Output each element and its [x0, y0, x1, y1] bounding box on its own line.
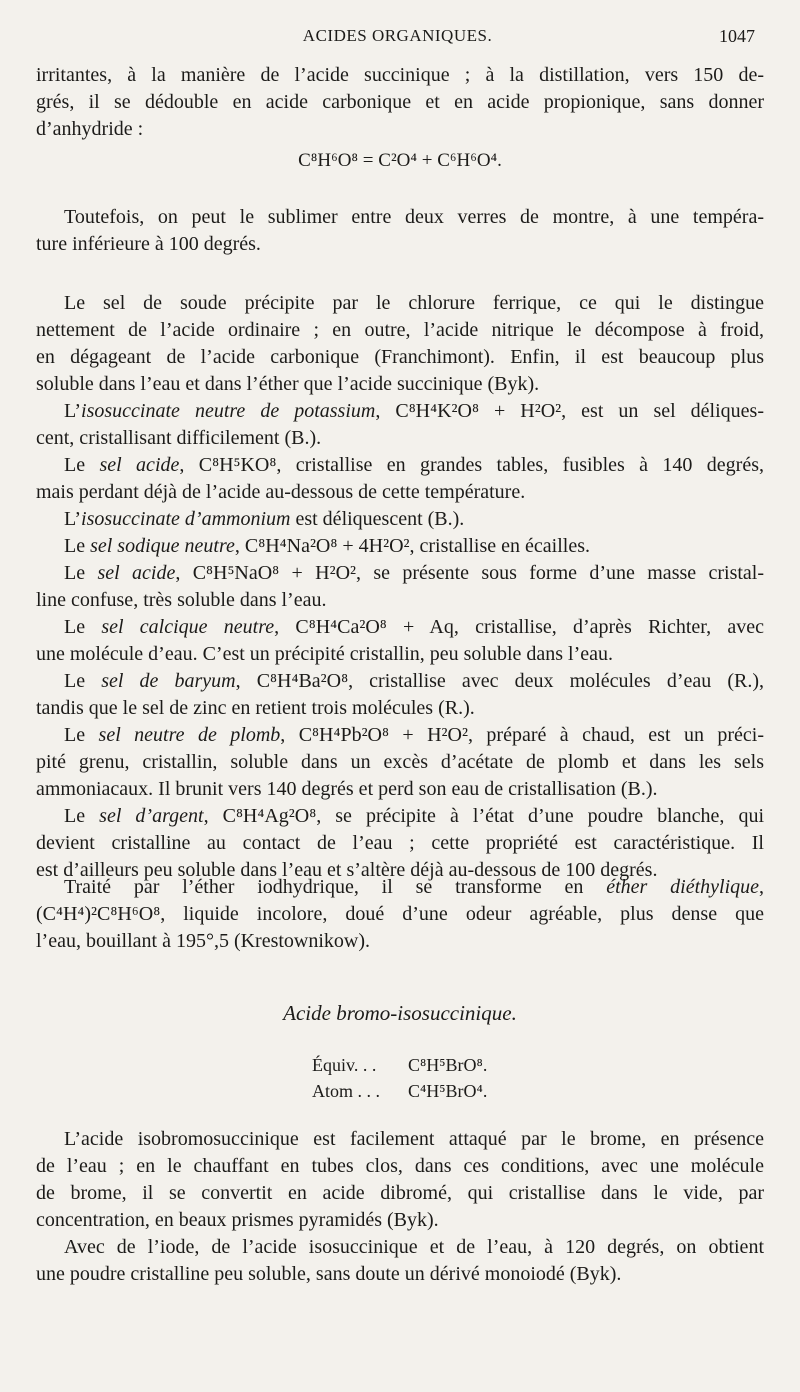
text-fragment: Le — [64, 562, 98, 584]
salt-name: sel sodique neutre — [90, 535, 235, 557]
text-line: grés, il se dédouble en acide carbonique et en acide propionique, sans donner — [36, 91, 764, 113]
text-line: de brome, il se convertit en acide dibromé, qui cristallise dans le vide, par — [36, 1182, 764, 1204]
text-line: soluble dans l’eau et dans l’éther que l’acide succinique (Byk). — [36, 373, 540, 395]
page-header — [40, 26, 755, 56]
text-line — [36, 874, 764, 901]
text-line: irritantes, à la manière de l’acide succinique ; à la distillation, vers 150 de- — [36, 64, 764, 86]
text-fragment: Le — [64, 805, 100, 827]
text-line: une molécule d’eau. C’est un précipité cristallin, peu soluble dans l’eau. — [36, 643, 614, 665]
salts-list — [36, 398, 764, 884]
salt-name: sel d’argent — [99, 805, 204, 827]
text-line: en dégageant de l’acide carbonique (Franchimont). Enfin, il est beaucoup plus — [36, 346, 764, 368]
text-line: ammoniacaux. Il brunit vers 140 degrés et perd son eau de cristallisation (B.). — [36, 778, 658, 800]
text-fragment: est déliquescent (B.). — [290, 508, 465, 530]
text-line: de l’eau ; en le chauffant en tubes clos, dans ces conditions, avec une molécule — [36, 1155, 764, 1177]
text-fragment: Le — [64, 535, 91, 557]
text-line: Toutefois, on peut le sublimer entre deux verres de montre, à une tempéra- — [64, 206, 764, 228]
salt-entry — [36, 722, 764, 749]
text-fragment: Le — [64, 454, 100, 476]
text-line: une poudre cristalline peu soluble, sans doute un dérivé monoiodé (Byk). — [36, 1263, 622, 1285]
salt-entry — [36, 803, 764, 830]
text-fragment: Le — [64, 724, 99, 746]
text-fragment: L’ — [64, 400, 82, 422]
equiv-label: Équiv. . . — [312, 1055, 377, 1075]
text-line: Avec de l’iode, de l’acide isosuccinique et de l’eau, à 120 degrés, on obtient — [64, 1236, 764, 1258]
text-line: nettement de l’acide ordinaire ; en outre, l’acide nitrique le décompose à froid, — [36, 319, 764, 341]
salt-entry — [36, 533, 764, 560]
text-fragment: , C⁸H⁴Ba²O⁸, cristallise avec deux molécules d’eau (R.), — [235, 670, 764, 692]
text-line: devient cristalline au contact de l’eau ; cette propriété est caractéristique. Il — [36, 832, 764, 854]
paragraph-bromination — [36, 1126, 764, 1234]
text-line: d’anhydride : — [36, 118, 144, 140]
salt-entry — [36, 560, 764, 587]
salt-entry — [36, 398, 764, 425]
text-line: Le sel de soude précipite par le chlorure ferrique, ce qui le distingue — [64, 292, 764, 314]
paragraph-distillation — [36, 62, 764, 143]
salt-entry — [36, 614, 764, 641]
text-line: L’acide isobromosuccinique est facilement attaqué par le brome, en présence — [64, 1128, 764, 1150]
text-line: est d’ailleurs peu soluble dans l’eau et s’altère déjà au-dessous de 100 degrés. — [36, 859, 658, 881]
salt-entry — [36, 668, 764, 695]
paragraph-soda-salt — [36, 290, 764, 398]
page-number: 1047 — [719, 26, 755, 46]
text-fragment: , C⁸H⁵KO⁸, cristallise en grandes tables, fusibles à 140 degrés, — [179, 454, 764, 476]
text-fragment: , — [759, 876, 765, 898]
decomposition-formula: C⁸H⁶O⁸ = C²O⁴ + C⁶H⁶O⁴. — [298, 150, 502, 171]
text-line: l’eau, bouillant à 195°,5 (Krestownikow). — [36, 930, 371, 952]
salt-entry — [36, 506, 764, 533]
text-line: mais perdant déjà de l’acide au-dessous de cette température. — [36, 481, 526, 503]
text-fragment: , C⁸H⁴Na²O⁸ + 4H²O², cristallise en écailles. — [234, 535, 590, 557]
section-title: Acide bromo-isosuccinique. — [283, 1001, 517, 1025]
text-line: line confuse, très soluble dans l’eau. — [36, 589, 327, 611]
salt-name: sel calcique neutre — [101, 616, 275, 638]
paragraph-sublimation — [36, 204, 764, 258]
running-title: ACIDES ORGANIQUES. — [302, 26, 493, 45]
salt-name: sel de baryum — [101, 670, 236, 692]
text-fragment: , C⁸H⁴K²O⁸ + H²O², est un sel déliques- — [375, 400, 764, 422]
salt-name: isosuccinate d’ammonium — [81, 508, 291, 530]
text-fragment: Traité par l’éther iodhydrique, il se transforme en — [64, 876, 607, 898]
salt-name: sel acide — [99, 454, 180, 476]
text-line: ture inférieure à 100 degrés. — [36, 233, 261, 255]
equiv-label: Atom . . . — [312, 1081, 381, 1101]
emphasis-term: éther diéthylique — [606, 876, 760, 898]
salt-name: sel neutre de plomb — [98, 724, 281, 746]
paragraph-iodine — [36, 1234, 764, 1288]
text-fragment: , C⁸H⁴Ag²O⁸, se précipite à l’état d’une poudre blanche, qui — [203, 805, 765, 827]
salt-name: isosuccinate neutre de potassium — [81, 400, 376, 422]
equivalents-table — [312, 1052, 487, 1104]
text-fragment: , C⁸H⁴Ca²O⁸ + Aq, cristallise, d’après Richter, avec — [274, 616, 765, 638]
salt-name: sel acide — [97, 562, 176, 584]
text-line: concentration, en beaux prismes pyramidés (Byk). — [36, 1209, 439, 1231]
equiv-value: C⁸H⁵BrO⁸. — [408, 1055, 488, 1075]
text-line: tandis que le sel de zinc en retient trois molécules (R.). — [36, 697, 475, 719]
equiv-row — [312, 1052, 487, 1078]
text-fragment: L’ — [64, 508, 82, 530]
text-fragment: , C⁸H⁴Pb²O⁸ + H²O², préparé à chaud, est un préci- — [280, 724, 765, 746]
equiv-value: C⁴H⁵BrO⁴. — [408, 1081, 488, 1101]
text-line: cent, cristallisant difficilement (B.). — [36, 427, 322, 449]
text-line: pité grenu, cristallin, soluble dans un excès d’acétate de plomb et dans les sels — [36, 751, 764, 773]
salt-entry — [36, 452, 764, 479]
text-line: (C⁴H⁴)²C⁸H⁶O⁸, liquide incolore, doué d’une odeur agréable, plus dense que — [36, 903, 764, 925]
text-fragment: Le — [64, 670, 102, 692]
paragraph-ether — [36, 874, 764, 955]
text-fragment: , C⁸H⁵NaO⁸ + H²O², se présente sous forme d’une masse cristal- — [175, 562, 765, 584]
equiv-row — [312, 1078, 487, 1104]
text-fragment: Le — [64, 616, 102, 638]
